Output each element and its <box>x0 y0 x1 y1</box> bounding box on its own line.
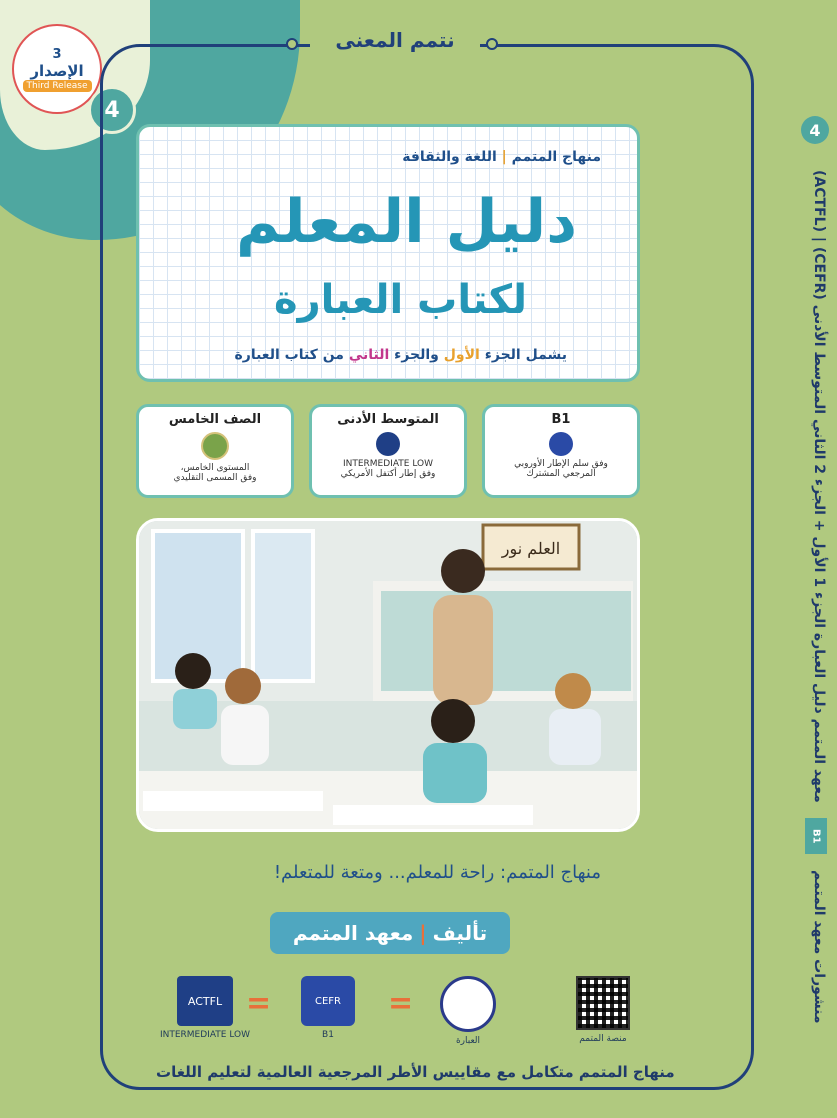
emblem-icon <box>201 432 229 460</box>
level-number: 4 <box>88 86 136 134</box>
frame-dot-icon <box>486 38 498 50</box>
includes-text: والجزء <box>394 347 439 363</box>
badge-actfl <box>309 404 467 498</box>
book-spine <box>787 0 837 1118</box>
slogan: منهاج المتمم: راحة للمعلم... ومتعة للمتعلم! <box>273 862 601 883</box>
author-banner <box>270 912 510 954</box>
top-label: نتمم المعنى <box>310 28 480 52</box>
series-topic: اللغة والثقافة <box>402 149 497 165</box>
release-number: 3 <box>52 46 62 62</box>
badge-cefr <box>482 404 640 498</box>
includes-text: يشمل الجزء <box>484 347 567 363</box>
logo-caption: B1 <box>322 1030 334 1040</box>
release-badge <box>12 24 102 114</box>
includes-text: من كتاب العبارة <box>234 347 344 363</box>
qr-code-icon[interactable] <box>576 976 630 1030</box>
equals-sign: = <box>388 986 414 1021</box>
includes-line <box>235 347 567 363</box>
ibara-icon <box>440 976 496 1032</box>
spine-number: 4 <box>801 116 829 144</box>
release-english: Third Release <box>23 80 92 92</box>
bottom-tagline: منهاج المتمم متكامل مع مقاييس الأطر المرجعية العالمية لتعليم اللغات <box>150 1063 681 1081</box>
equals-sign: = <box>246 986 272 1021</box>
logo-caption: العبارة <box>455 1036 481 1046</box>
series-line <box>402 149 601 165</box>
spine-text: معهد المتمم دليل العبارة الجزء 1 الأول + الجزء 2 الثاني المتوسط الأدنى (CEFR) | (ACTFL) <box>811 170 827 803</box>
spine-publisher: منشورات معهد المتمم <box>811 870 827 1024</box>
series-separator: | <box>501 149 507 165</box>
cefr-icon: CEFR <box>301 976 355 1026</box>
actfl-logo <box>150 976 260 1040</box>
classroom-illustration <box>136 521 637 832</box>
logo-caption: INTERMEDIATE LOW <box>159 1030 251 1040</box>
release-label: الإصدار <box>30 61 84 80</box>
ibara-logo <box>440 976 496 1046</box>
platform-logo <box>575 976 631 1044</box>
badge-heading: B1 <box>551 412 571 427</box>
badge-line: وفق إطار أكتفل الأمريكي <box>340 469 436 479</box>
author-separator: | <box>419 921 427 945</box>
badge-heading: الصف الخامس <box>168 412 262 427</box>
author-name: معهد المتمم <box>292 921 414 945</box>
badge-heading: المتوسط الأدنى <box>337 412 439 427</box>
series-name: منهاج المتمم <box>511 149 601 165</box>
includes-first: الأول <box>443 347 480 363</box>
badge-grade <box>136 404 294 498</box>
cefr-logo <box>298 976 358 1040</box>
badge-line: وفق المسمى التقليدي <box>173 473 257 483</box>
book-title: دليل المعلم <box>236 187 577 257</box>
title-card <box>136 124 640 382</box>
author-label: تأليف <box>432 921 488 945</box>
badge-line: وفق سلم الإطار الأوروبي <box>514 459 608 469</box>
badge-line: المرجعي المشترك <box>526 469 596 479</box>
classroom-photo <box>136 518 640 832</box>
badge-line: المستوى الخامس، <box>180 463 250 473</box>
book-subtitle: لكتاب العبارة <box>273 277 527 323</box>
badge-line: INTERMEDIATE LOW <box>342 459 434 469</box>
includes-second: الثاني <box>348 347 390 363</box>
actfl-icon: ACTFL <box>177 976 233 1026</box>
logo-caption: منصة المتمم <box>579 1034 627 1044</box>
cefr-icon <box>549 432 573 456</box>
spine-b1: B1 <box>805 818 827 854</box>
photo-caption: العلم نور <box>501 539 561 558</box>
frame-dot-icon <box>286 38 298 50</box>
actfl-icon <box>376 432 400 456</box>
